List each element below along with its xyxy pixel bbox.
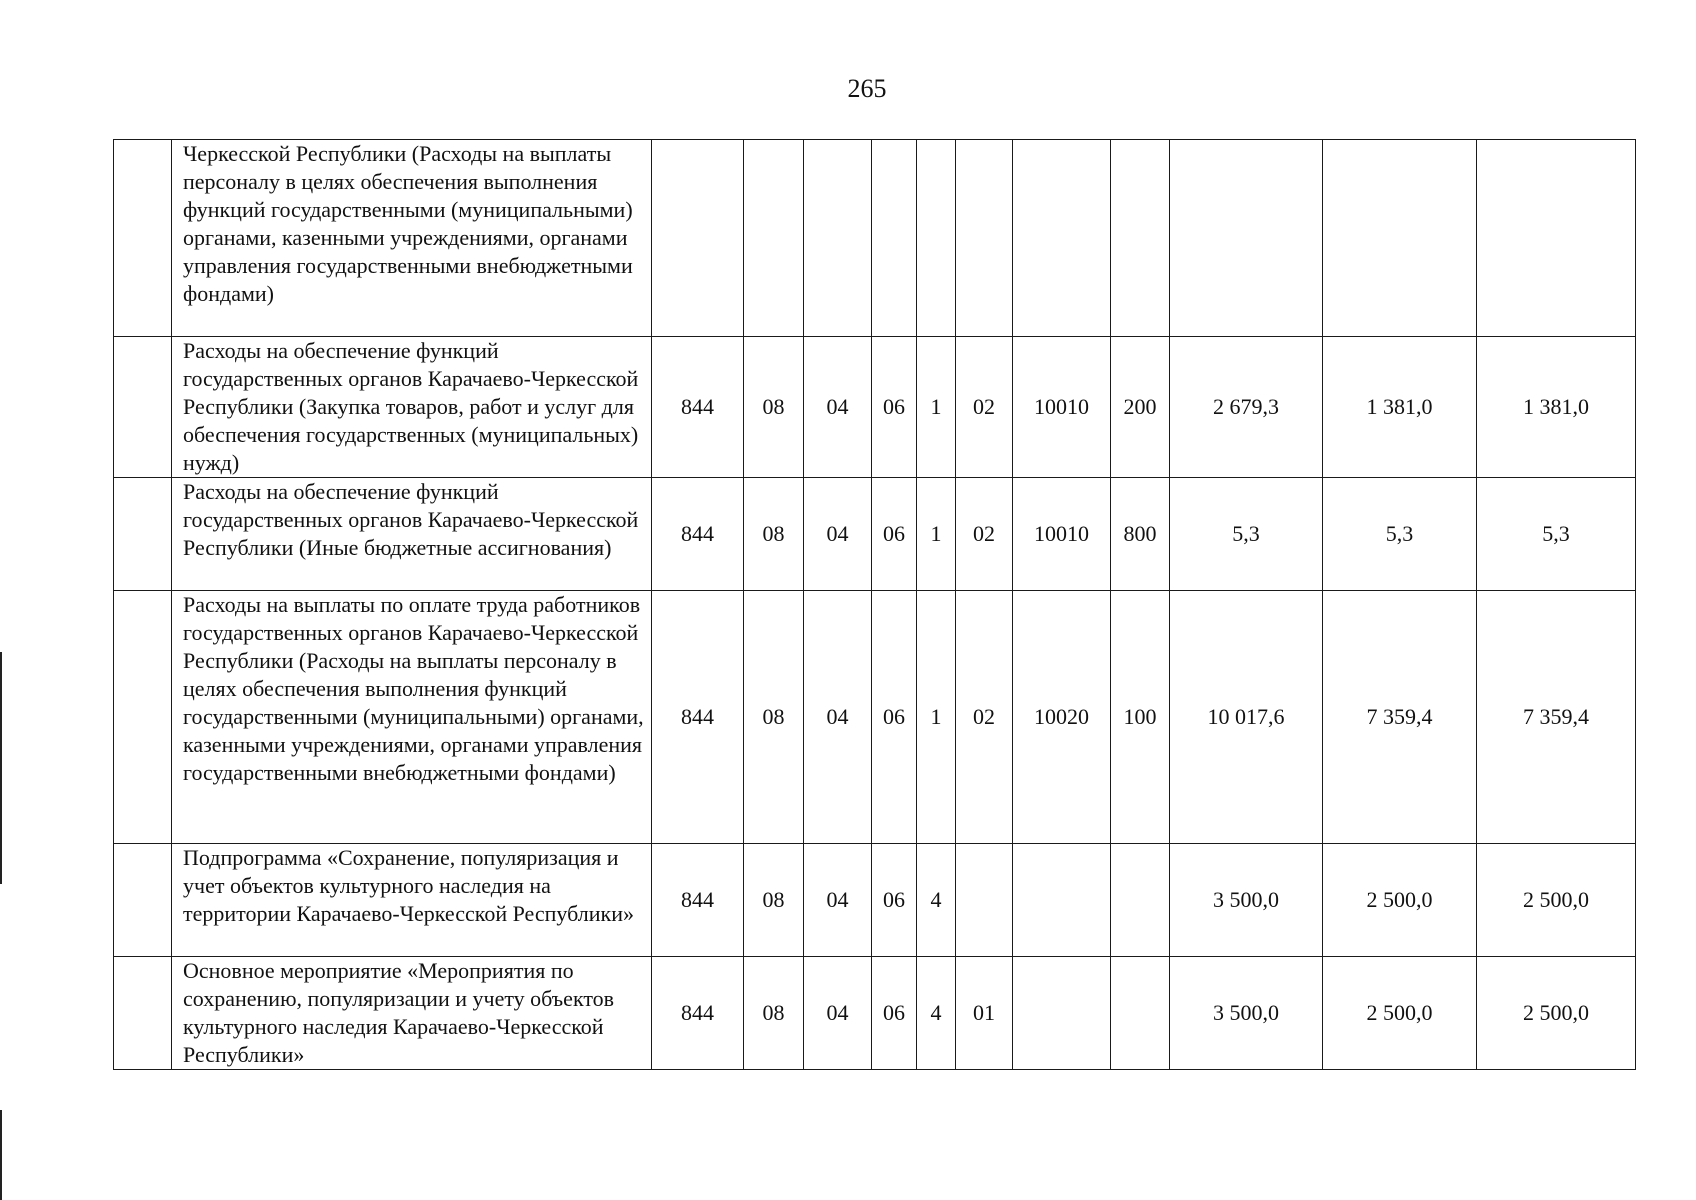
program-code-cell: 06 (872, 591, 917, 844)
row-number-cell (114, 957, 172, 1070)
subsection-code-cell: 04 (804, 478, 872, 591)
subsection-code-cell: 04 (804, 591, 872, 844)
subprogram-code-cell (917, 140, 956, 337)
subsection-code-cell: 04 (804, 957, 872, 1070)
event-code-cell: 01 (956, 957, 1013, 1070)
row-number-cell (114, 140, 172, 337)
subsection-code-cell: 04 (804, 337, 872, 478)
event-code-cell: 02 (956, 478, 1013, 591)
program-code-cell (872, 140, 917, 337)
subsection-code-cell: 04 (804, 844, 872, 957)
program-code-cell: 06 (872, 957, 917, 1070)
amount-2-cell: 7 359,4 (1323, 591, 1477, 844)
amount-3-cell: 1 381,0 (1477, 337, 1636, 478)
row-number-cell (114, 844, 172, 957)
direction-code-cell: 10010 (1013, 337, 1111, 478)
event-code-cell: 02 (956, 591, 1013, 844)
table-row (114, 337, 1636, 478)
amount-2-cell: 5,3 (1323, 478, 1477, 591)
expense-type-cell (1111, 957, 1170, 1070)
table-row (114, 591, 1636, 844)
amount-3-cell: 2 500,0 (1477, 844, 1636, 957)
table-row (114, 844, 1636, 957)
expense-type-cell (1111, 140, 1170, 337)
section-code-cell (744, 140, 804, 337)
ministry-code-cell: 844 (652, 337, 744, 478)
subprogram-code-cell: 1 (917, 337, 956, 478)
row-number-cell (114, 478, 172, 591)
subprogram-code-cell: 1 (917, 478, 956, 591)
subprogram-code-cell: 4 (917, 844, 956, 957)
description-cell: Расходы на обеспечение функций государственных органов Карачаево-Черкесской Республики (Иные бюджетные ассигнования) (172, 478, 652, 591)
page-number: 265 (847, 74, 887, 103)
event-code-cell: 02 (956, 337, 1013, 478)
amount-1-cell (1170, 140, 1323, 337)
direction-code-cell: 10010 (1013, 478, 1111, 591)
ministry-code-cell (652, 140, 744, 337)
table-row (114, 478, 1636, 591)
scan-edge-mark (0, 1110, 2, 1200)
section-code-cell: 08 (744, 957, 804, 1070)
section-code-cell: 08 (744, 591, 804, 844)
amount-2-cell (1323, 140, 1477, 337)
ministry-code-cell: 844 (652, 844, 744, 957)
direction-code-cell (1013, 140, 1111, 337)
expense-type-cell (1111, 844, 1170, 957)
section-code-cell: 08 (744, 478, 804, 591)
amount-1-cell: 10 017,6 (1170, 591, 1323, 844)
amount-3-cell (1477, 140, 1636, 337)
amount-3-cell: 2 500,0 (1477, 957, 1636, 1070)
row-number-cell (114, 337, 172, 478)
event-code-cell (956, 140, 1013, 337)
amount-1-cell: 3 500,0 (1170, 844, 1323, 957)
amount-2-cell: 1 381,0 (1323, 337, 1477, 478)
amount-1-cell: 5,3 (1170, 478, 1323, 591)
ministry-code-cell: 844 (652, 478, 744, 591)
program-code-cell: 06 (872, 337, 917, 478)
amount-3-cell: 7 359,4 (1477, 591, 1636, 844)
subsection-code-cell (804, 140, 872, 337)
expense-type-cell: 200 (1111, 337, 1170, 478)
expense-type-cell: 100 (1111, 591, 1170, 844)
direction-code-cell (1013, 957, 1111, 1070)
section-code-cell: 08 (744, 844, 804, 957)
description-cell: Подпрограмма «Сохранение, популяризация и учет объектов культурного наследия на территории Карачаево-Черкесской Республики» (172, 844, 652, 957)
description-cell: Расходы на обеспечение функций государственных органов Карачаево-Черкесской Республики (Закупка товаров, работ и услуг для обеспечения государственных (муниципальных) нужд) (172, 337, 652, 478)
amount-1-cell: 2 679,3 (1170, 337, 1323, 478)
table-row (114, 140, 1636, 337)
expense-type-cell: 800 (1111, 478, 1170, 591)
program-code-cell: 06 (872, 478, 917, 591)
event-code-cell (956, 844, 1013, 957)
program-code-cell: 06 (872, 844, 917, 957)
amount-2-cell: 2 500,0 (1323, 844, 1477, 957)
section-code-cell: 08 (744, 337, 804, 478)
table-row (114, 957, 1636, 1070)
amount-2-cell: 2 500,0 (1323, 957, 1477, 1070)
description-cell: Черкесской Республики (Расходы на выплаты персоналу в целях обеспечения выполнения функций государственными (муниципальными) органами, казенными учреждениями, органами управления государственными внебюджетными фондами) (172, 140, 652, 337)
amount-1-cell: 3 500,0 (1170, 957, 1323, 1070)
direction-code-cell: 10020 (1013, 591, 1111, 844)
scan-edge-mark (0, 652, 2, 884)
ministry-code-cell: 844 (652, 591, 744, 844)
direction-code-cell (1013, 844, 1111, 957)
ministry-code-cell: 844 (652, 957, 744, 1070)
row-number-cell (114, 591, 172, 844)
budget-expenditure-table (113, 139, 1636, 1070)
description-cell: Основное мероприятие «Мероприятия по сохранению, популяризации и учету объектов культурного наследия Карачаево-Черкесской Республики» (172, 957, 652, 1070)
description-cell: Расходы на выплаты по оплате труда работников государственных органов Карачаево-Черкесской Республики (Расходы на выплаты персоналу в целях обеспечения выполнения функций государственными (муниципальными) органами, казенными учреждениями, органами управления государственными внебюджетными фондами) (172, 591, 652, 844)
subprogram-code-cell: 4 (917, 957, 956, 1070)
subprogram-code-cell: 1 (917, 591, 956, 844)
amount-3-cell: 5,3 (1477, 478, 1636, 591)
